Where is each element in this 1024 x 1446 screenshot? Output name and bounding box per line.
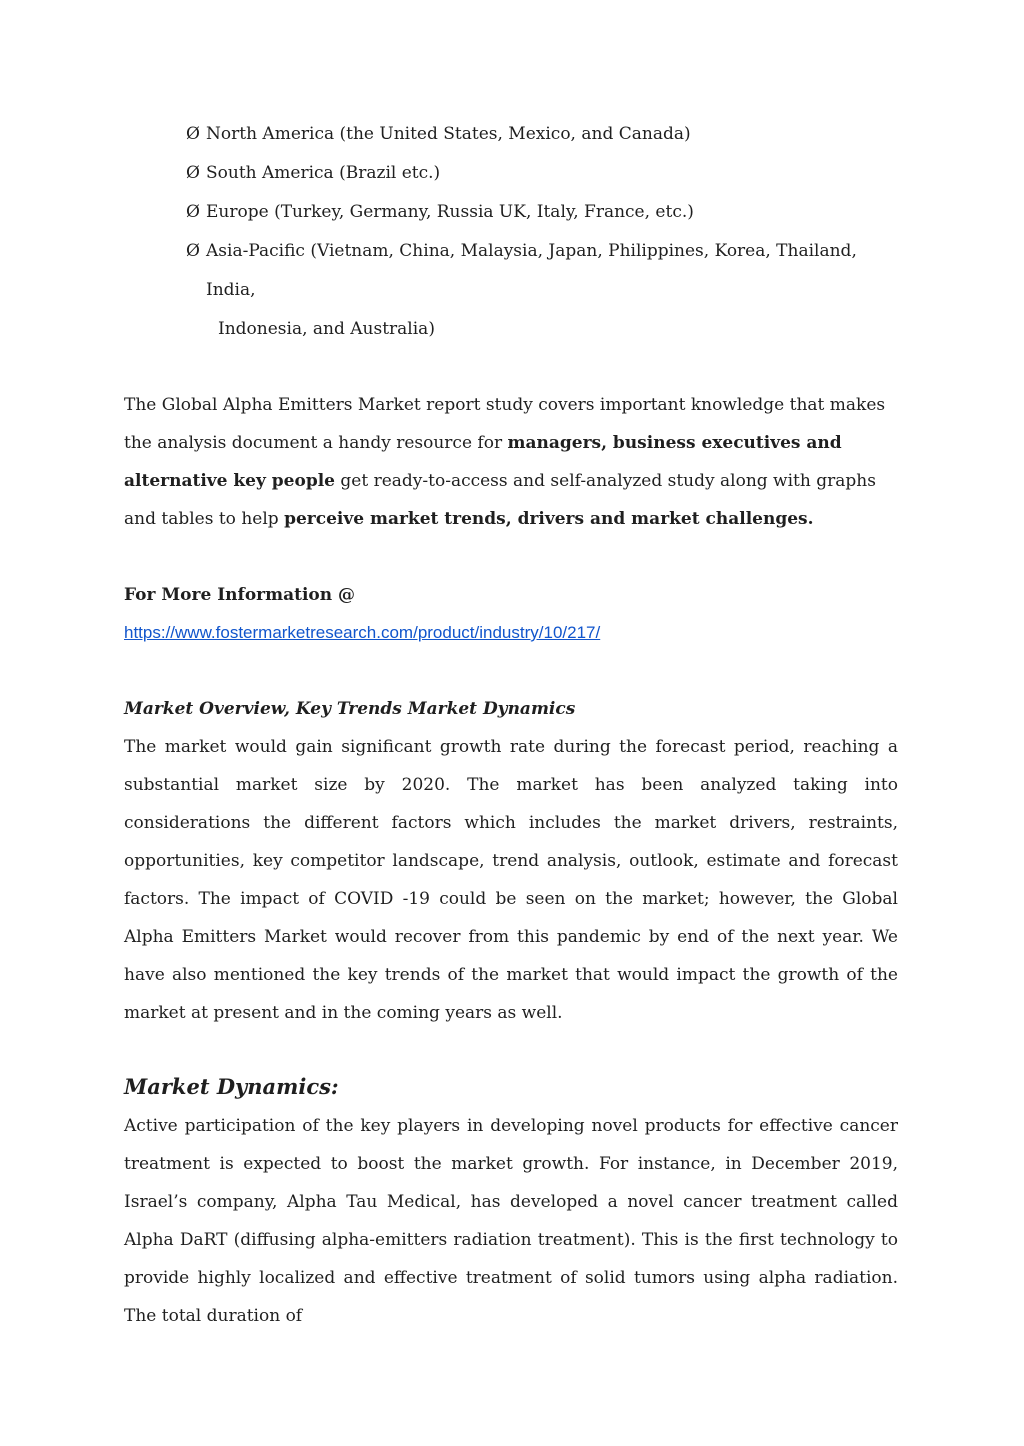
- region-text: Europe (Turkey, Germany, Russia UK, Italy, France, etc.): [206, 202, 694, 222]
- overview-heading: Market Overview, Key Trends Market Dynamics: [124, 699, 576, 719]
- more-info-label: For More Information @: [124, 585, 356, 605]
- dynamics-heading: Market Dynamics:: [124, 1074, 339, 1099]
- region-text: North America (the United States, Mexico, and Canada): [206, 124, 691, 144]
- overview-paragraph: The market would gain significant growth rate during the forecast period, reaching a substantial market size by 2020. The market has been analyzed taking into considerations the different factors which includes the market drivers, restraints, opportunities, key competitor landscape, trend analysis, outlook, estimate and forecast factors. The impact of COVID -19 could be seen on the market; however, the Global Alpha Emitters Market would recover from this pandemic by end of the next year. We have also mentioned the key trends of the market that would impact the growth of the market at present and in the coming years as well.: [124, 737, 898, 1023]
- region-text-continued: Indonesia, and Australia): [218, 319, 435, 339]
- more-info-link[interactable]: https://www.fostermarketresearch.com/product/industry/10/217/: [124, 623, 601, 642]
- dynamics-paragraph: Active participation of the key players in developing novel products for effective cancer treatment is expected to boost the market growth. For instance, in December 2019, Israel’s company, Alpha Tau Medical, has developed a novel cancer treatment called Alpha DaRT (diffusing alpha-emitters radiation treatment). This is the first technology to provide highly localized and effective treatment of solid tumors using alpha radiation. The total duration of: [124, 1116, 898, 1326]
- intro-text-2: get ready-to-access and self-analyzed study along with graphs and tables to help: [124, 471, 876, 529]
- region-text: Asia-Pacific (Vietnam, China, Malaysia, Japan, Philippines, Korea, Thailand, India,: [206, 241, 857, 300]
- intro-text-1: The Global Alpha Emitters Market report study covers important knowledge that makes the analysis document a handy resource for: [124, 395, 886, 453]
- region-list: [124, 115, 898, 349]
- bullet-icon: Ø: [186, 202, 200, 222]
- bullet-icon: Ø: [186, 163, 200, 183]
- region-item-north-america: [124, 115, 898, 154]
- bullet-icon: Ø: [186, 241, 200, 261]
- more-info-block: [124, 576, 898, 652]
- region-item-asia-pacific: [124, 232, 898, 349]
- page-content: [124, 115, 898, 1335]
- bullet-icon: Ø: [186, 124, 200, 144]
- region-item-europe: [124, 193, 898, 232]
- region-text: South America (Brazil etc.): [206, 163, 441, 183]
- intro-bold-2: perceive market trends, drivers and market challenges.: [284, 509, 814, 529]
- region-item-south-america: [124, 154, 898, 193]
- intro-paragraph: [124, 386, 898, 538]
- intro-bold-1: managers, business executives and alternative key people: [124, 433, 842, 491]
